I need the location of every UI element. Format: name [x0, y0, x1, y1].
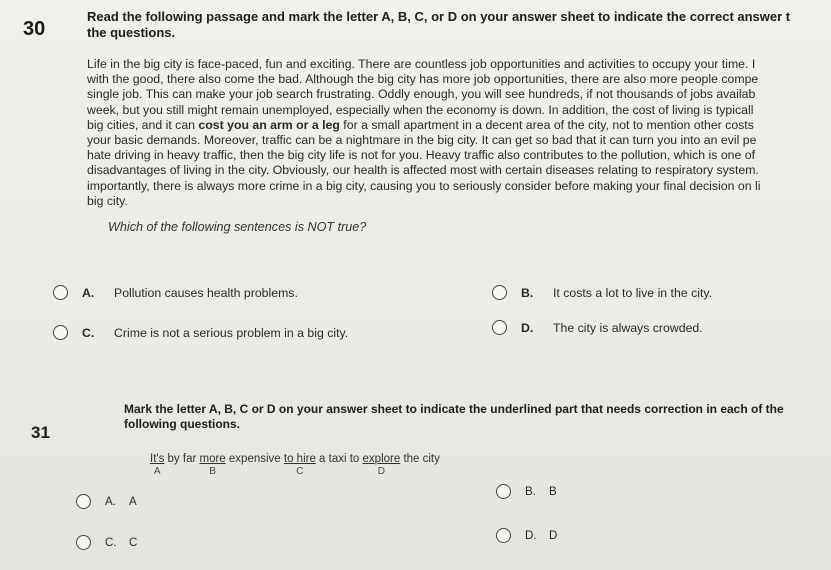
underlined-part: more B — [199, 453, 226, 477]
instruction-line: following questions. — [124, 417, 240, 431]
part-letter: B — [209, 466, 216, 477]
passage-line: week, but you still might remain unemployed, especially when the economy is down. In addition, the cost of living is typicall — [87, 102, 754, 117]
passage-line: Life in the big city is face-paced, fun and exciting. There are countless job opportunities and activities to occupy your time. I — [87, 57, 756, 71]
question-30-instruction — [87, 9, 790, 41]
option-letter: B. — [525, 485, 536, 498]
passage-line: big cities, and it can cost you an arm or a leg for a small apartment in a decent area of the city, not to mention other costs — [87, 117, 754, 132]
option-text: D — [549, 529, 558, 542]
option-text: Crime is not a serious problem in a big city. — [114, 325, 349, 340]
option-c[interactable] — [53, 325, 348, 340]
option-a[interactable] — [76, 494, 137, 509]
part-letter: D — [377, 466, 385, 477]
option-letter: A. — [105, 495, 116, 508]
underlined-part: explore D — [362, 453, 401, 477]
passage-line: importantly, there is always more crime in a big city, causing you to seriously consider before making your final decision on li — [87, 178, 761, 193]
answer-bubble[interactable] — [76, 494, 91, 509]
question-number-30: 30 — [23, 18, 46, 40]
passage-line: single job. This can make your job search frustrating. Oddly enough, you will see hundreds, if not thousands of jobs availab — [87, 87, 756, 102]
underlined-part: $\frac{It's}{A}$ — [150, 453, 165, 477]
reading-passage — [87, 57, 760, 209]
sentence-text: expensive — [225, 453, 284, 465]
sentence-text: by far — [164, 453, 200, 465]
highlighted-phrase: cost you an arm or a leg — [198, 117, 340, 132]
option-text: Pollution causes health problems. — [114, 285, 298, 300]
option-a[interactable] — [53, 285, 298, 300]
option-text: It costs a lot to live in the city. — [553, 285, 713, 300]
answer-bubble[interactable] — [53, 285, 68, 300]
passage-line: disadvantages of living in the city. Obviously, our health is affected most with certain diseases relating to respiratory system. — [87, 163, 759, 178]
option-letter: A. — [82, 285, 95, 300]
option-b[interactable] — [492, 285, 712, 300]
passage-line: big city. — [87, 193, 128, 208]
option-c[interactable] — [76, 535, 137, 550]
part-letter: C — [296, 466, 304, 477]
option-text: B — [549, 485, 557, 498]
answer-bubble[interactable] — [76, 535, 91, 550]
option-text: A — [129, 495, 137, 508]
option-letter: C. — [82, 325, 95, 340]
passage-line: hate driving in heavy traffic, then the big city life is not for you. Heavy traffic also contributes to the pollution, which is one of — [87, 148, 756, 163]
option-b[interactable] — [496, 484, 557, 499]
part-letter: A — [153, 466, 161, 477]
sentence-text: a taxi to — [315, 453, 363, 465]
answer-bubble[interactable] — [492, 285, 507, 300]
underlined-part: to hire C — [283, 453, 316, 477]
question-31-instruction — [124, 402, 784, 432]
question-30-prompt: Which of the following sentences is NOT true? — [108, 220, 367, 234]
passage-line: with the good, there also come the bad. Although the big city has more job opportunities, there are also more people compe — [87, 72, 759, 87]
answer-bubble[interactable] — [53, 325, 68, 340]
instruction-line: Mark the letter A, B, C or D on your answer sheet to indicate the underlined part that needs correction in each of the — [124, 402, 784, 416]
option-letter: D. — [525, 529, 537, 542]
option-letter: C. — [105, 536, 117, 549]
passage-line: your basic demands. Moreover, traffic can be a nightmare in the big city. It can get so bad that it can turn you into an evil pe — [87, 133, 757, 148]
option-text: C — [129, 536, 138, 549]
question-31-sentence — [150, 453, 440, 477]
answer-bubble[interactable] — [496, 484, 511, 499]
option-d[interactable] — [492, 320, 703, 335]
option-d[interactable] — [496, 528, 557, 543]
instruction-line: Read the following passage and mark the letter A, B, C, or D on your answer sheet to indicate the correct answer t — [87, 9, 791, 24]
option-text: The city is always crowded. — [553, 320, 703, 335]
answer-bubble[interactable] — [496, 528, 511, 543]
option-letter: B. — [521, 285, 534, 300]
question-number-31: 31 — [31, 423, 50, 442]
answer-bubble[interactable] — [492, 320, 507, 335]
instruction-line: the questions. — [87, 25, 176, 40]
option-letter: D. — [521, 320, 534, 335]
sentence-text: the city — [400, 453, 440, 465]
